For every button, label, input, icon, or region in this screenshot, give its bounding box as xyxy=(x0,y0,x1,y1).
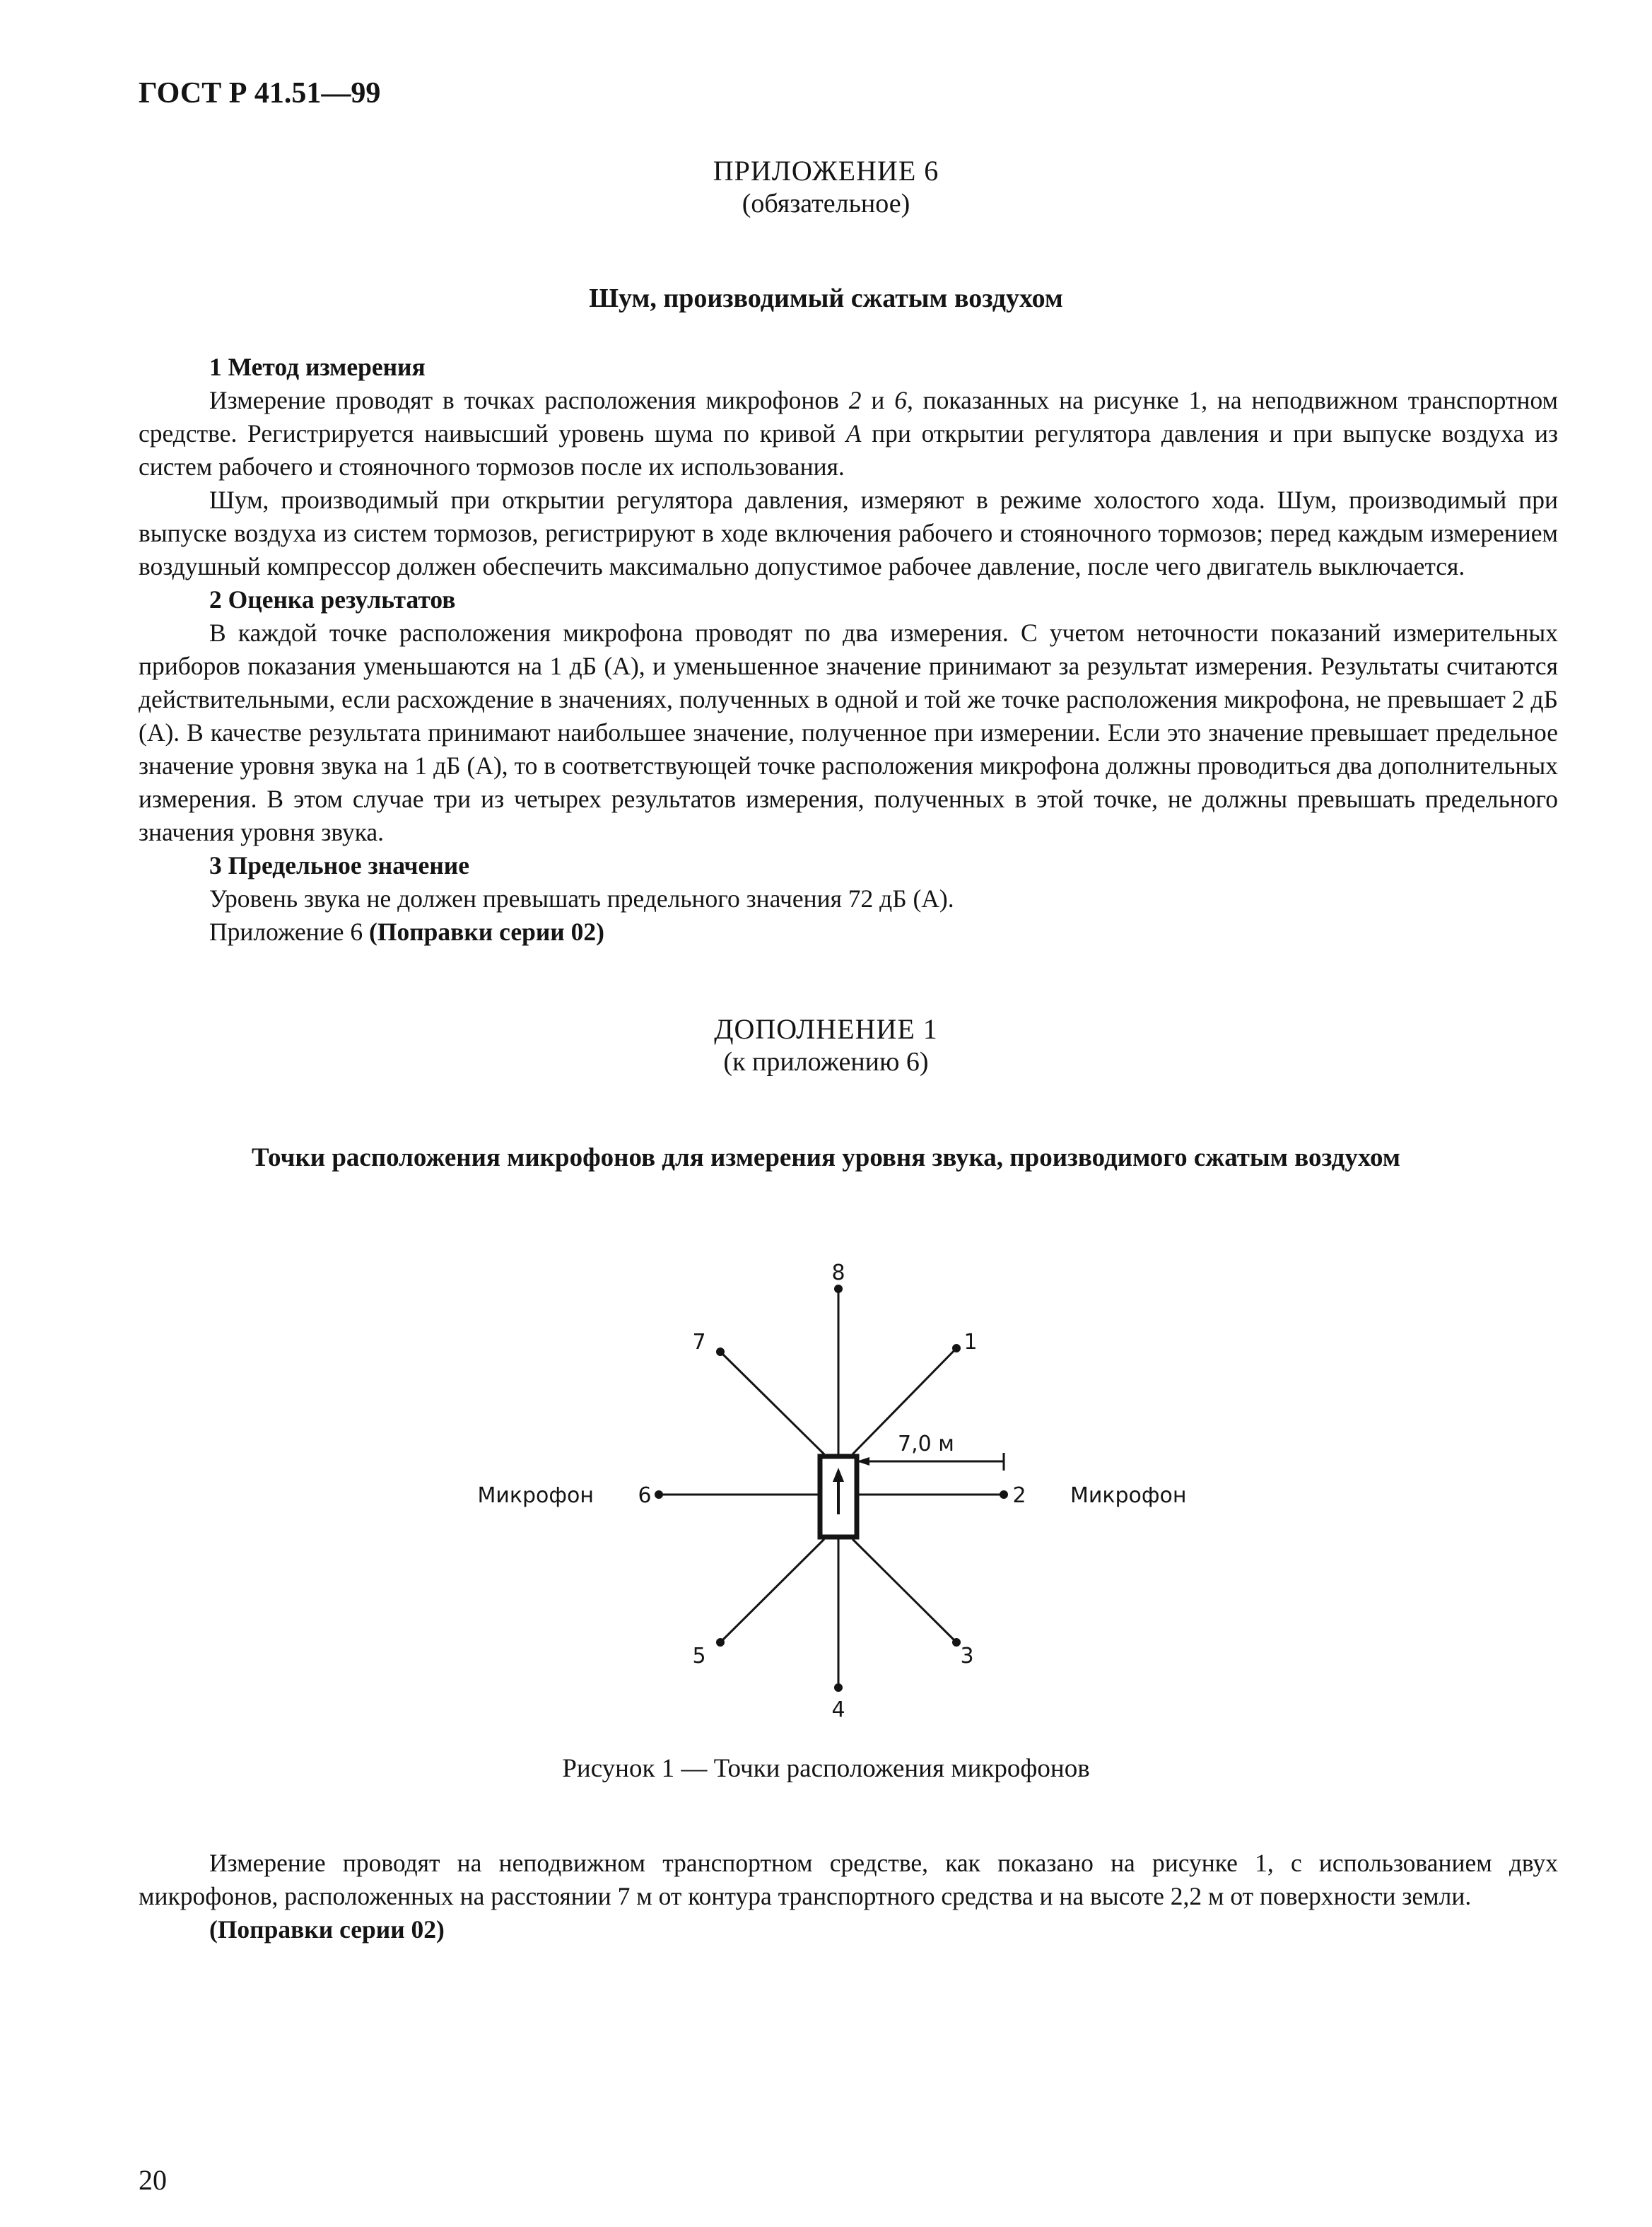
s1p1-text-b: , показанных на рисунке 1, на неподвижном транспортном средстве. Регистрируется наивысший уровень шума по кривой xyxy=(139,386,1559,448)
closing-amendment: (Поправки серии 02) xyxy=(209,1915,445,1943)
section1-heading: 1 Метод измерения xyxy=(209,353,426,381)
s1p1-text-c: при открытии регулятора давления и при выпуске воздуха из систем рабочего и стояночного тормозов после их использования. xyxy=(139,419,1558,481)
point-7-dot xyxy=(716,1348,725,1356)
appendix-title: ПРИЛОЖЕНИЕ 6 xyxy=(713,155,939,187)
amendment-prefix: Приложение 6 xyxy=(209,918,370,946)
figure-diagram xyxy=(452,1258,1244,1739)
point-5-dot xyxy=(716,1638,725,1647)
mic-left-label: Микрофон xyxy=(477,1483,594,1508)
point-label-3: 3 xyxy=(960,1644,974,1668)
section1-paragraph-1 xyxy=(139,384,1558,484)
distance-label: 7,0 м xyxy=(898,1432,954,1456)
point-4-dot xyxy=(834,1683,843,1692)
supplement-title: ДОПОЛНЕНИЕ 1 xyxy=(714,1013,938,1045)
appendix-status: (обязательное) xyxy=(742,189,910,218)
s1p1-curve-a: A xyxy=(845,419,862,448)
ray-3 xyxy=(853,1539,956,1642)
appendix-heading: Шум, производимый сжатым воздухом xyxy=(589,284,1063,313)
section3-amendment xyxy=(139,916,1558,949)
point-label-1: 1 xyxy=(963,1330,978,1355)
section3-heading: 3 Предельное значение xyxy=(209,851,470,879)
s1p1-text-a: Измерение проводят в точках расположения микрофонов xyxy=(209,386,849,414)
supplement-heading: Точки расположения микрофонов для измерения уровня звука, производимого сжатым воздухом xyxy=(252,1143,1400,1172)
section2-paragraph-1: В каждой точке расположения микрофона проводят по два измерения. С учетом неточности показаний измерительных приборов показания уменьшаются на 1 дБ (А), и уменьшенное значение принимают за результат измерения. Результаты считаются действительными, если расхождение в значениях, полученных в одной и той же точке расположения микрофона, не превышает 2 дБ (А). В качестве результата принимают наибольшее значение, полученное при измерении. Если это значение превышает предельное значение уровня звука на 1 дБ (А), то в соответствующей точке расположения микрофона должны проводиться два дополнительных измерения. В этом случае три из четырех результатов измерения, полученных в этой точке, не должны превышать предельного значения уровня звука. xyxy=(139,619,1558,846)
vehicle-direction-arrow-icon xyxy=(833,1468,844,1482)
section3-paragraph-1: Уровень звука не должен превышать предельного значения 72 дБ (А). xyxy=(209,884,954,913)
point-label-4: 4 xyxy=(831,1697,845,1722)
closing-paragraph: Измерение проводят на неподвижном транспортном средстве, как показано на рисунке 1, с использованием двух микрофонов, расположенных на расстоянии 7 м от контура транспортного средства и на высоте 2,2 м от поверхности земли. xyxy=(139,1849,1558,1910)
appendix-body xyxy=(139,351,1558,949)
supplement-reference: (к приложению 6) xyxy=(723,1047,929,1077)
point-2-dot xyxy=(1000,1490,1008,1499)
section2-heading: 2 Оценка результатов xyxy=(209,585,456,614)
amendment-series: (Поправки серии 02) xyxy=(369,918,604,946)
ray-7 xyxy=(720,1352,824,1454)
point-6-dot xyxy=(655,1490,663,1499)
page-number: 20 xyxy=(139,2164,167,2196)
point-label-5: 5 xyxy=(692,1644,706,1668)
point-label-2: 2 xyxy=(1012,1483,1026,1508)
s1p1-and: и xyxy=(861,386,895,414)
ray-5 xyxy=(720,1539,824,1642)
mic-right-label: Микрофон xyxy=(1070,1483,1187,1508)
standard-code: ГОСТ Р 41.51—99 xyxy=(139,77,381,110)
point-1-dot xyxy=(952,1344,961,1352)
figure-caption: Рисунок 1 — Точки расположения микрофонов xyxy=(562,1754,1090,1783)
microphone-positions-figure xyxy=(452,1258,1244,1739)
s1p1-mic-2: 2 xyxy=(848,386,862,414)
point-3-dot xyxy=(952,1638,961,1647)
s1p1-mic-6: 6 xyxy=(894,386,907,414)
point-label-6: 6 xyxy=(638,1483,652,1508)
closing-text xyxy=(139,1847,1558,1946)
point-8-dot xyxy=(834,1285,843,1293)
point-label-8: 8 xyxy=(831,1261,845,1285)
section1-paragraph-2: Шум, производимый при открытии регулятора давления, измеряют в режиме холостого хода. Шум, производимый при выпуске воздуха из систем тормозов, регистрируют в ходе включения рабочего и стояночного тормозов; перед каждым измерением воздушный компрессор должен обеспечить максимально допустимое рабочее давление, после чего двигатель выключается. xyxy=(139,486,1558,580)
point-label-7: 7 xyxy=(692,1330,706,1355)
